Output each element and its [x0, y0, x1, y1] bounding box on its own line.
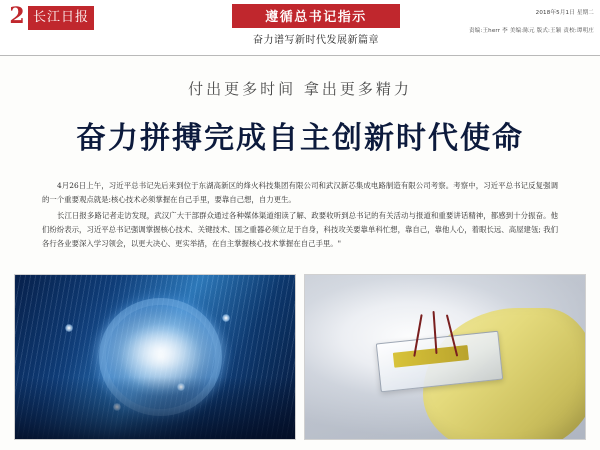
masthead [0, 0, 600, 56]
page-number: 2 [9, 3, 25, 29]
section-banner [232, 4, 400, 44]
article-paragraph: 长江日报多路记者走访发现，武汉广大干部群众通过各种媒体渠道细读了解、政要收听到总书记的有关活动与报道和重要讲话精神，都感到十分振奋。他们纷纷表示，习近平总书记强调掌握核心技术、关键技术、国之重器必须立足于自身，科技攻关要靠单科忙想，靠自己，靠他人心，着眼长远、高屋建瓴; 我们各行各业要深入学习领会，以更大决心、更实举措，在自主掌握核心技术掌握在自己手里。" [42, 211, 558, 248]
photo-industrial-coil [14, 274, 296, 440]
coil-shape [99, 298, 222, 416]
chip-band [392, 346, 468, 368]
article-body [42, 179, 558, 251]
light-glow-icon [113, 403, 121, 411]
banner-subtitle: 奋力谱写新时代发展新篇章 [253, 35, 379, 46]
masthead-meta [469, 8, 594, 34]
photo-lab-chip [304, 274, 586, 440]
light-glow-icon [65, 324, 73, 332]
publication-date: 2018年5月1日 星期二 [535, 10, 594, 16]
banner-title: 遵循总书记指示 [232, 4, 400, 28]
editor-credits: 责编:王herr 李 美编:陈元 版式:王颖 责校:谭明庄 [468, 28, 594, 34]
main-headline: 奋力拼搏完成自主创新时代使命 [76, 121, 524, 156]
light-glow-icon [222, 314, 230, 322]
photo-row [14, 274, 586, 450]
article-paragraph: 4月26日上午，习近平总书记先后来到位于东湖高新区的烽火科技集团有限公司和武汉新芯集成电路制造有限公司考察。考察中，习近平总书记反复强调的一个重要观点就是:核心技术必须掌握在自己手里，要靠自己想，自力更生。 [42, 181, 558, 204]
article [0, 56, 600, 450]
light-glow-icon [177, 383, 185, 391]
shoulder-headline: 付出更多时间 拿出更多精力 [188, 80, 412, 98]
paper-logo: 长江日报 [28, 6, 94, 30]
